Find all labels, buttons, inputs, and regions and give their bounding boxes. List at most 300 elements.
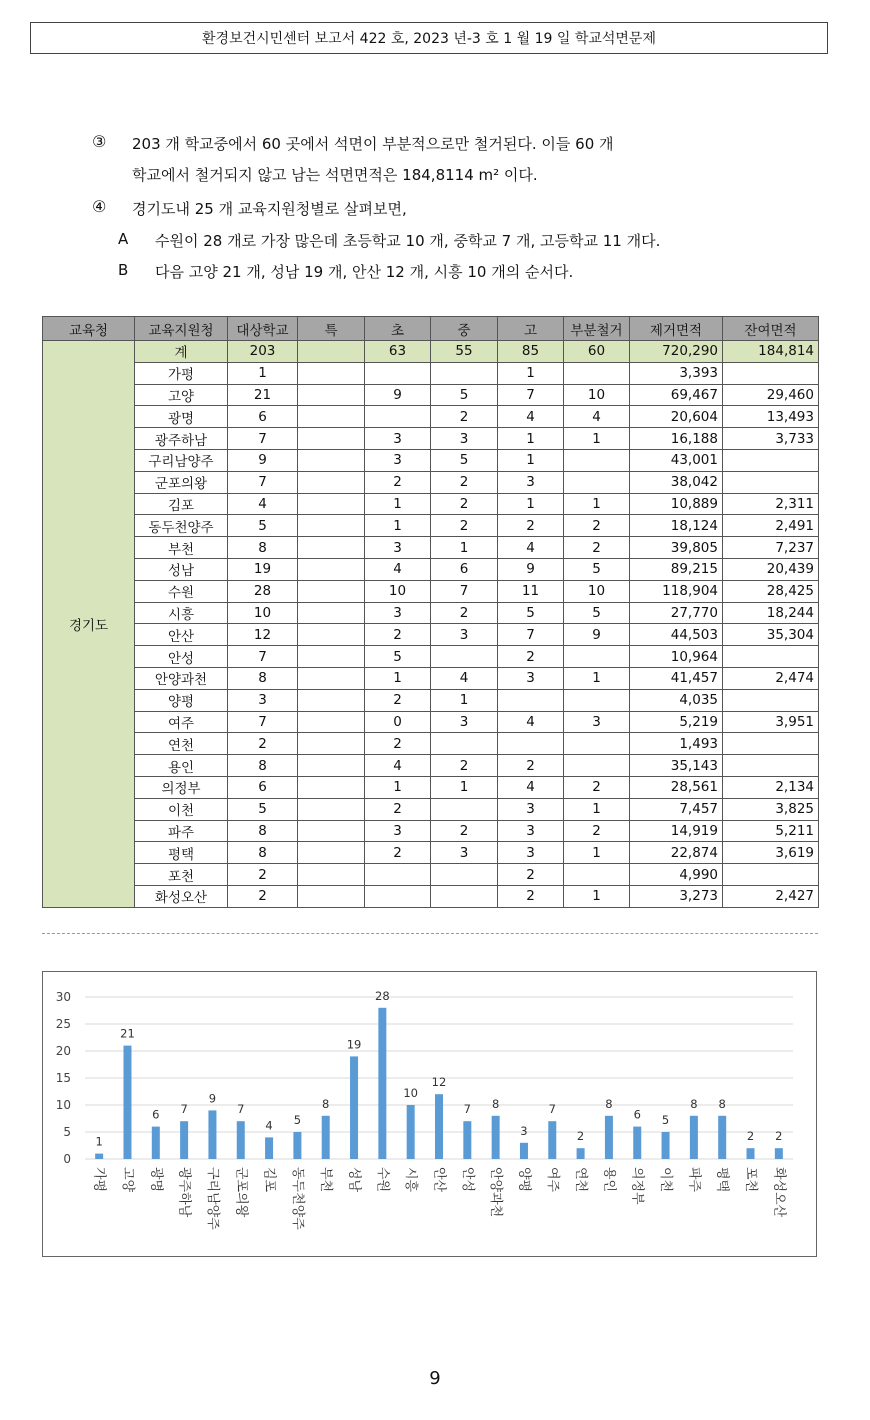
table-header-row — [43, 317, 819, 341]
x-tick-label: 이천 — [658, 1167, 674, 1193]
table-cell: 4 — [498, 711, 564, 733]
table-cell — [365, 864, 431, 886]
table-cell: 2 — [564, 537, 630, 559]
table-row — [43, 733, 819, 755]
table-cell: 13,493 — [723, 406, 819, 428]
table-cell: 2 — [431, 406, 498, 428]
table-cell: 동두천양주 — [135, 515, 228, 537]
table-cell — [298, 471, 365, 493]
table-cell: 19 — [228, 558, 298, 580]
table-cell: 2,427 — [723, 885, 819, 907]
x-tick-label: 동두천양주 — [289, 1167, 305, 1230]
table-cell: 22,874 — [630, 842, 723, 864]
data-label: 7 — [463, 1102, 471, 1117]
table-cell: 7 — [228, 471, 298, 493]
table-row — [43, 580, 819, 602]
table-cell — [298, 689, 365, 711]
data-label: 6 — [152, 1107, 160, 1122]
bar — [548, 1121, 556, 1159]
data-label: 2 — [576, 1129, 585, 1144]
table-cell: 41,457 — [630, 667, 723, 689]
table-cell: 의정부 — [135, 776, 228, 798]
table-cell: 2 — [431, 471, 498, 493]
bar — [123, 1046, 131, 1159]
table-cell: 구리남양주 — [135, 449, 228, 471]
item-a-marker: A — [118, 230, 129, 248]
report-header-title: 환경보건시민센터 보고서 422 호, 2023 년-3 호 1 월 19 일 학교석면문제 — [202, 31, 656, 47]
table-row — [43, 537, 819, 559]
table-cell: 8 — [228, 842, 298, 864]
table-cell — [564, 864, 630, 886]
bar — [633, 1127, 641, 1159]
column-header: 초 — [365, 317, 431, 341]
table-cell: 8 — [228, 820, 298, 842]
table-cell: 203 — [228, 341, 298, 363]
table-cell — [723, 864, 819, 886]
table-cell — [564, 449, 630, 471]
table-row — [43, 689, 819, 711]
table-cell: 3,273 — [630, 885, 723, 907]
table-cell: 29,460 — [723, 384, 819, 406]
table-cell: 3 — [228, 689, 298, 711]
column-header: 중 — [431, 317, 498, 341]
table-cell: 3 — [564, 711, 630, 733]
x-tick-label: 고양 — [119, 1167, 135, 1193]
x-tick-label: 시흥 — [403, 1167, 419, 1193]
data-label: 5 — [293, 1113, 302, 1127]
table-cell: 720,290 — [630, 341, 723, 363]
table-row — [43, 515, 819, 537]
school-count-chart — [42, 971, 817, 1257]
table-cell: 39,805 — [630, 537, 723, 559]
table-cell: 3 — [365, 449, 431, 471]
table-cell: 43,001 — [630, 449, 723, 471]
table-cell: 63 — [365, 341, 431, 363]
table-cell: 60 — [564, 341, 630, 363]
table-cell: 안성 — [135, 646, 228, 668]
bar — [520, 1143, 528, 1159]
x-tick-label: 수원 — [374, 1167, 390, 1193]
table-cell: 1 — [498, 362, 564, 384]
table-cell: 7,237 — [723, 537, 819, 559]
x-tick-label: 안양과천 — [488, 1167, 504, 1218]
table-cell: 3 — [365, 537, 431, 559]
table-cell: 1 — [228, 362, 298, 384]
y-tick-label: 10 — [55, 1098, 71, 1112]
table-cell: 1 — [564, 428, 630, 450]
table-cell: 3,825 — [723, 798, 819, 820]
table-cell: 7 — [498, 624, 564, 646]
x-tick-label: 안산 — [431, 1167, 447, 1193]
table-row — [43, 646, 819, 668]
table-cell: 2 — [498, 755, 564, 777]
table-cell — [298, 776, 365, 798]
table-cell: 2 — [228, 733, 298, 755]
table-cell — [298, 493, 365, 515]
table-cell: 가평 — [135, 362, 228, 384]
table-cell: 184,814 — [723, 341, 819, 363]
table-cell — [298, 646, 365, 668]
table-cell: 광명 — [135, 406, 228, 428]
x-tick-label: 가평 — [91, 1167, 107, 1193]
bar — [577, 1148, 585, 1159]
region-cell: 경기도 — [43, 341, 135, 908]
data-label: 7 — [237, 1102, 245, 1117]
table-cell — [298, 733, 365, 755]
table-row — [43, 558, 819, 580]
table-cell — [298, 667, 365, 689]
table-cell: 5 — [365, 646, 431, 668]
table-cell: 3 — [365, 820, 431, 842]
column-header: 대상학교 — [228, 317, 298, 341]
table-cell: 10,889 — [630, 493, 723, 515]
table-cell: 35,143 — [630, 755, 723, 777]
table-cell: 4 — [365, 755, 431, 777]
table-row — [43, 798, 819, 820]
table-cell: 3 — [498, 798, 564, 820]
table-cell: 3 — [498, 842, 564, 864]
table-cell: 2 — [365, 733, 431, 755]
table-cell: 1 — [365, 667, 431, 689]
table-cell: 7 — [431, 580, 498, 602]
y-tick-label: 15 — [55, 1071, 71, 1085]
table-cell: 1 — [564, 798, 630, 820]
table-cell: 4 — [498, 406, 564, 428]
table-cell — [298, 558, 365, 580]
table-cell: 21 — [228, 384, 298, 406]
data-label: 6 — [633, 1107, 641, 1122]
table-cell: 1 — [564, 842, 630, 864]
table-cell — [564, 689, 630, 711]
table-cell: 계 — [135, 341, 228, 363]
table-cell: 28 — [228, 580, 298, 602]
bar — [293, 1132, 301, 1159]
page-number: 9 — [429, 1368, 441, 1389]
data-label: 8 — [718, 1096, 726, 1111]
table-cell: 9 — [564, 624, 630, 646]
table-cell: 7 — [228, 646, 298, 668]
point-3-line-1: 203 개 학교중에서 60 곳에서 석면이 부분적으로만 철거된다. 이들 60 개 — [132, 135, 614, 153]
column-header: 제거면적 — [630, 317, 723, 341]
bar — [152, 1127, 160, 1159]
table-cell: 2 — [564, 820, 630, 842]
x-tick-label: 양평 — [516, 1167, 532, 1193]
table-cell: 5 — [228, 798, 298, 820]
school-asbestos-table — [42, 316, 819, 908]
table-cell — [298, 428, 365, 450]
table-cell: 1 — [564, 493, 630, 515]
table-cell: 시흥 — [135, 602, 228, 624]
table-row — [43, 864, 819, 886]
table-cell: 2,311 — [723, 493, 819, 515]
table-cell: 2 — [431, 755, 498, 777]
table-cell: 1 — [498, 428, 564, 450]
table-cell: 3 — [498, 471, 564, 493]
table-cell: 20,604 — [630, 406, 723, 428]
table-cell: 5 — [564, 558, 630, 580]
table-cell: 김포 — [135, 493, 228, 515]
table-cell: 3,951 — [723, 711, 819, 733]
table-cell — [298, 384, 365, 406]
table-cell: 평택 — [135, 842, 228, 864]
table-cell: 3 — [431, 842, 498, 864]
table-cell — [723, 471, 819, 493]
data-label: 8 — [605, 1096, 613, 1111]
column-header: 부분철거 — [564, 317, 630, 341]
table-cell — [431, 864, 498, 886]
table-cell — [298, 842, 365, 864]
table-cell: 3,393 — [630, 362, 723, 384]
table-cell: 10 — [228, 602, 298, 624]
point-3-marker: ③ — [92, 132, 107, 151]
table-cell: 10 — [365, 580, 431, 602]
table-cell: 2 — [431, 820, 498, 842]
table-cell: 7,457 — [630, 798, 723, 820]
table-row — [43, 755, 819, 777]
table-cell: 3 — [498, 820, 564, 842]
data-label: 4 — [265, 1118, 273, 1133]
table-cell: 4,035 — [630, 689, 723, 711]
table-cell: 2 — [498, 515, 564, 537]
y-tick-label: 0 — [63, 1152, 71, 1166]
table-cell: 35,304 — [723, 624, 819, 646]
table-cell: 고양 — [135, 384, 228, 406]
table-cell: 0 — [365, 711, 431, 733]
table-cell: 부천 — [135, 537, 228, 559]
table-cell: 광주하남 — [135, 428, 228, 450]
table-cell — [431, 733, 498, 755]
table-cell: 16,188 — [630, 428, 723, 450]
table-row — [43, 471, 819, 493]
table-cell — [723, 646, 819, 668]
table-row — [43, 428, 819, 450]
table-cell: 20,439 — [723, 558, 819, 580]
table-cell — [298, 798, 365, 820]
table-cell — [498, 689, 564, 711]
table-cell — [723, 733, 819, 755]
table-cell: 1 — [431, 689, 498, 711]
item-b-marker: B — [118, 261, 129, 279]
table-cell: 6 — [228, 776, 298, 798]
bar — [350, 1056, 358, 1159]
table-cell — [431, 885, 498, 907]
table-row — [43, 602, 819, 624]
table-cell: 1 — [365, 776, 431, 798]
table-cell: 수원 — [135, 580, 228, 602]
table-cell: 5 — [431, 384, 498, 406]
table-cell: 27,770 — [630, 602, 723, 624]
table-row — [43, 493, 819, 515]
data-label: 8 — [322, 1096, 330, 1111]
table-cell — [298, 362, 365, 384]
x-tick-label: 평택 — [714, 1167, 730, 1193]
table-cell — [365, 362, 431, 384]
table-cell: 2 — [365, 471, 431, 493]
x-tick-label: 광명 — [148, 1167, 164, 1193]
bar — [435, 1094, 443, 1159]
table-cell — [298, 885, 365, 907]
bar — [378, 1008, 386, 1159]
table-cell — [723, 449, 819, 471]
column-header: 교육청 — [43, 317, 135, 341]
table-cell: 1 — [498, 449, 564, 471]
x-tick-label: 구리남양주 — [204, 1167, 220, 1230]
column-header: 특 — [298, 317, 365, 341]
table-cell: 8 — [228, 537, 298, 559]
x-tick-label: 파주 — [686, 1167, 702, 1193]
table-cell: 10,964 — [630, 646, 723, 668]
table-cell — [564, 755, 630, 777]
table-cell: 2 — [365, 842, 431, 864]
table-cell — [298, 580, 365, 602]
table-cell: 7 — [228, 428, 298, 450]
table-cell: 5 — [498, 602, 564, 624]
data-label: 3 — [520, 1123, 528, 1138]
table-cell: 안산 — [135, 624, 228, 646]
x-tick-label: 의정부 — [629, 1167, 645, 1205]
table-cell: 이천 — [135, 798, 228, 820]
table-cut-edge — [42, 933, 818, 938]
x-tick-label: 부천 — [318, 1167, 334, 1193]
table-cell — [298, 820, 365, 842]
table-cell: 38,042 — [630, 471, 723, 493]
table-row — [43, 449, 819, 471]
table-cell: 28,425 — [723, 580, 819, 602]
table-cell: 89,215 — [630, 558, 723, 580]
table-cell — [298, 624, 365, 646]
table-cell: 55 — [431, 341, 498, 363]
table-row — [43, 820, 819, 842]
bar — [208, 1110, 216, 1159]
table-cell — [298, 406, 365, 428]
table-cell: 8 — [228, 667, 298, 689]
table-cell: 3 — [498, 667, 564, 689]
table-cell: 18,244 — [723, 602, 819, 624]
table-row — [43, 624, 819, 646]
table-cell: 4 — [228, 493, 298, 515]
data-label: 10 — [403, 1086, 419, 1100]
y-tick-label: 25 — [55, 1017, 71, 1031]
table-cell: 2 — [431, 493, 498, 515]
bar — [775, 1148, 783, 1159]
point-4-marker: ④ — [92, 197, 107, 216]
bar — [605, 1116, 613, 1159]
table-cell — [365, 885, 431, 907]
table-cell: 1 — [564, 885, 630, 907]
table-cell: 3 — [431, 624, 498, 646]
table-cell: 4 — [431, 667, 498, 689]
table-cell: 5 — [431, 449, 498, 471]
bar — [407, 1105, 415, 1159]
table-cell: 4,990 — [630, 864, 723, 886]
table-cell — [564, 646, 630, 668]
table-cell: 14,919 — [630, 820, 723, 842]
table-cell: 18,124 — [630, 515, 723, 537]
table-cell — [564, 471, 630, 493]
table-cell — [298, 341, 365, 363]
table-cell — [431, 798, 498, 820]
x-tick-label: 화성오산 — [771, 1167, 787, 1218]
table-cell: 2 — [498, 646, 564, 668]
table-cell: 4 — [564, 406, 630, 428]
table-cell: 양평 — [135, 689, 228, 711]
data-label: 2 — [746, 1129, 755, 1144]
table-cell: 화성오산 — [135, 885, 228, 907]
table-cell: 10 — [564, 580, 630, 602]
y-tick-label: 30 — [55, 990, 71, 1004]
bar — [747, 1148, 755, 1159]
table-cell: 7 — [228, 711, 298, 733]
bar — [492, 1116, 500, 1159]
table-cell: 1 — [431, 537, 498, 559]
y-tick-label: 20 — [55, 1044, 71, 1058]
table-cell: 2,474 — [723, 667, 819, 689]
table-cell: 3 — [431, 711, 498, 733]
table-cell: 안양과천 — [135, 667, 228, 689]
data-label: 2 — [775, 1129, 783, 1144]
table-cell: 포천 — [135, 864, 228, 886]
table-cell: 1 — [498, 493, 564, 515]
table-cell — [431, 362, 498, 384]
bar — [322, 1116, 330, 1159]
table-cell — [723, 689, 819, 711]
table-cell: 5 — [564, 602, 630, 624]
table-cell — [298, 515, 365, 537]
table-row — [43, 776, 819, 798]
table-row — [43, 667, 819, 689]
table-cell: 2 — [431, 602, 498, 624]
table-cell — [431, 646, 498, 668]
table-cell — [298, 602, 365, 624]
table-cell: 용인 — [135, 755, 228, 777]
table-cell: 2,134 — [723, 776, 819, 798]
table-cell: 7 — [498, 384, 564, 406]
table-cell: 85 — [498, 341, 564, 363]
table-cell: 1,493 — [630, 733, 723, 755]
table-row — [43, 711, 819, 733]
table-row — [43, 842, 819, 864]
table-cell: 5,219 — [630, 711, 723, 733]
x-tick-label: 김포 — [261, 1167, 277, 1193]
table-cell — [564, 362, 630, 384]
table-row — [43, 406, 819, 428]
table-cell: 3 — [365, 428, 431, 450]
x-tick-label: 성남 — [346, 1167, 362, 1193]
table-cell: 44,503 — [630, 624, 723, 646]
item-a-text: 수원이 28 개로 가장 많은데 초등학교 10 개, 중학교 7 개, 고등학교 11 개다. — [155, 232, 661, 250]
data-label: 5 — [661, 1113, 670, 1127]
table-cell: 3 — [365, 602, 431, 624]
data-label: 8 — [690, 1096, 698, 1111]
table-cell: 2 — [228, 864, 298, 886]
table-cell: 9 — [365, 384, 431, 406]
table-cell: 군포의왕 — [135, 471, 228, 493]
table-cell — [723, 755, 819, 777]
table-cell: 2 — [365, 689, 431, 711]
table-cell: 118,904 — [630, 580, 723, 602]
table-total-row — [43, 341, 819, 363]
data-label: 1 — [95, 1134, 103, 1149]
x-tick-label: 광주하남 — [176, 1167, 192, 1218]
x-tick-label: 여주 — [544, 1167, 560, 1193]
y-tick-label: 5 — [63, 1125, 71, 1139]
x-tick-label: 안성 — [459, 1167, 475, 1193]
bar — [690, 1116, 698, 1159]
x-tick-label: 용인 — [601, 1167, 617, 1193]
table-cell — [498, 733, 564, 755]
x-tick-label: 군포의왕 — [233, 1167, 249, 1218]
table-cell: 연천 — [135, 733, 228, 755]
